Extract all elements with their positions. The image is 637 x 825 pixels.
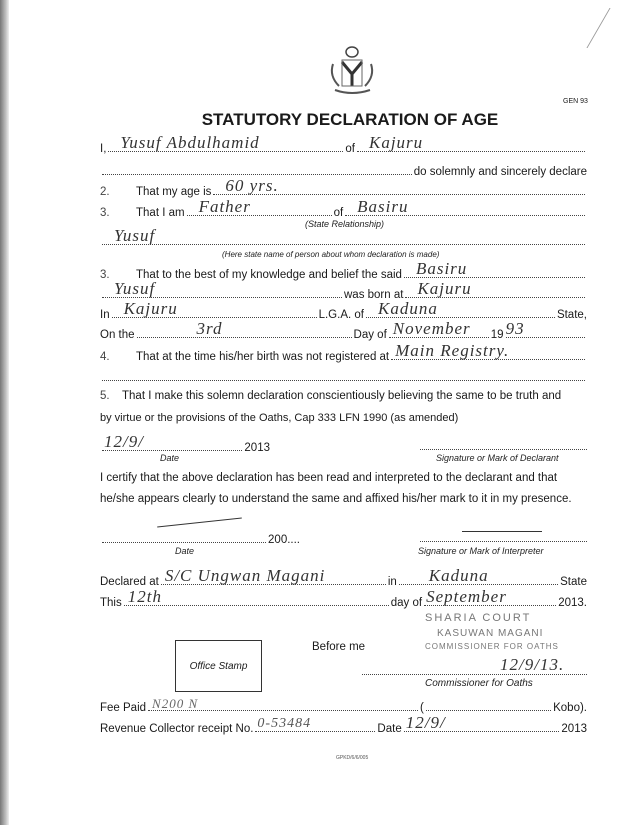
coat-of-arms-icon (325, 42, 380, 97)
commissioner-date: 12/9/13. (500, 655, 565, 674)
label: In (100, 309, 110, 321)
receipt-row (100, 713, 587, 735)
label: 200.... (268, 534, 300, 546)
label: was born at (344, 289, 404, 301)
interpreter-date-row (100, 530, 300, 546)
label: On the (100, 329, 135, 341)
receipt-date-field[interactable] (404, 713, 560, 732)
handwritten-value: N200 N (152, 696, 199, 711)
date-caption: Date (175, 546, 195, 556)
statement-text: he/she appears clearly to understand the same and affixed his/her mark to it in my presence. (100, 493, 572, 505)
person-caption: (Here state name of person about whom declaration is made) (222, 250, 440, 259)
birth-day-field[interactable] (137, 319, 352, 338)
label: of (333, 207, 344, 219)
declared-day-field[interactable] (124, 587, 389, 606)
handwritten-value: Basiru (357, 197, 409, 216)
scan-corner (586, 8, 637, 48)
declarant-date-field[interactable] (102, 432, 242, 451)
registry-field[interactable] (391, 341, 585, 360)
handwritten-value: 60 yrs. (225, 176, 279, 195)
birthplace-field[interactable] (405, 279, 585, 298)
birth-month-field[interactable] (389, 319, 489, 338)
handwritten-value: Kajuru (123, 299, 178, 318)
commissioner-caption: Commissioner for Oaths (425, 678, 533, 689)
label: Kobo). (553, 702, 587, 714)
label: That I am (136, 207, 185, 219)
declared-place-field[interactable] (161, 566, 386, 585)
handwritten-value: Yusuf (114, 279, 156, 298)
handwritten-value: Yusuf (114, 226, 156, 245)
blank-field[interactable] (102, 368, 585, 381)
court-stamp-text: COMMISSIONER FOR OATHS (425, 642, 559, 651)
handwritten-value: 12/9/ (405, 713, 446, 732)
handwritten-value: 3rd (196, 319, 223, 338)
handwritten-value: November (392, 319, 471, 338)
handwritten-value: Kajuru (368, 133, 424, 152)
interpreter-date-field[interactable] (102, 530, 266, 543)
declarant-place-field[interactable] (357, 133, 585, 152)
declared-month-field[interactable] (424, 587, 556, 606)
label: That my age is (136, 186, 212, 198)
this-day-row (100, 587, 587, 609)
before-me-label: Before me (312, 641, 366, 653)
declarant-name-row (100, 133, 587, 155)
oaths-row (100, 412, 587, 424)
declarant-date-row (100, 432, 270, 454)
label: Day of (353, 329, 387, 341)
office-stamp-label: Office Stamp (189, 660, 248, 672)
item-number: 5. (100, 390, 110, 402)
label: That to the best of my knowledge and belief the said (136, 269, 402, 281)
age-row (100, 176, 587, 198)
item-number: 2. (100, 186, 110, 198)
interpreter-signature-field[interactable] (420, 541, 587, 542)
label: day of (390, 597, 423, 609)
signature-caption: Signature or Mark of Interpreter (418, 546, 544, 556)
label: State, (556, 309, 587, 321)
certify-row (100, 472, 587, 484)
handwritten-value: Yusuf Abdulhamid (120, 133, 260, 152)
commissioner-signature-field[interactable] (362, 674, 587, 675)
label: 19 (490, 329, 504, 341)
handwritten-value: Main Registry. (395, 341, 510, 360)
handwritten-value: 93 (505, 319, 525, 338)
birth-year-field[interactable] (505, 319, 585, 338)
date-caption: Date (160, 453, 180, 463)
relationship-field[interactable] (187, 197, 332, 216)
solemn-row (100, 390, 587, 402)
label: ( (420, 702, 424, 714)
label: Fee Paid (100, 702, 147, 714)
footer-code: GPKD/6/6/005 (336, 755, 369, 761)
statement-text: by virtue or the provisions of the Oaths, Cap 333 LFN 1990 (as amended) (100, 412, 459, 424)
relationship-caption: (State Relationship) (305, 219, 385, 229)
statement-text: I certify that the above declaration has been read and interpreted to the declarant and that (100, 472, 558, 484)
label: of (345, 143, 355, 155)
lga-field[interactable] (112, 299, 317, 318)
person-field[interactable] (345, 197, 585, 216)
handwritten-value: Basiru (415, 259, 468, 278)
person-name-row (100, 226, 587, 245)
declared-state-field[interactable] (399, 566, 558, 585)
handwritten-value: Kaduna (428, 566, 489, 585)
label: Declared at (100, 576, 159, 588)
label: State (560, 576, 587, 588)
signature-caption: Signature or Mark of Declarant (436, 453, 559, 463)
court-stamp-text: SHARIA COURT (425, 612, 532, 624)
handwritten-value: Father (198, 197, 251, 216)
handwritten-value: 12th (127, 587, 162, 606)
declared-at-row (100, 566, 587, 588)
court-stamp-text: KASUWAN MAGANI (437, 628, 544, 639)
fee-field[interactable] (148, 698, 418, 711)
label: That at the time his/her birth was not registered at (136, 351, 390, 363)
knowledge-row (100, 259, 587, 281)
office-stamp-box (175, 640, 262, 692)
certify-row-2 (100, 493, 587, 505)
handwritten-value: Kaduna (377, 299, 438, 318)
label: 2013. (558, 597, 587, 609)
handwritten-value: 0-53484 (257, 716, 312, 731)
label: 2013 (244, 442, 270, 454)
item-number: 3. (100, 269, 110, 281)
label: Revenue Collector receipt No. (100, 723, 254, 735)
item-number: 4. (100, 351, 110, 363)
page-title: STATUTORY DECLARATION OF AGE (201, 110, 499, 129)
said-person-field[interactable] (404, 259, 585, 278)
statement-text: That I make this solemn declaration conscientiously believing the same to be truth and (122, 390, 562, 402)
form-code: GEN 93 (563, 98, 588, 105)
blank-row (100, 368, 587, 381)
person-name-field[interactable] (102, 226, 585, 245)
fee-row (100, 698, 587, 714)
handwritten-value: September (426, 587, 507, 606)
said-person-cont-field[interactable] (102, 279, 342, 298)
handwritten-value: S/C Ungwan Magani (164, 566, 326, 585)
age-field[interactable] (213, 176, 585, 195)
declare-row (100, 162, 587, 178)
label: Date (377, 723, 402, 735)
kobo-field[interactable] (426, 698, 551, 711)
strike-line (462, 531, 542, 532)
declarant-name-field[interactable] (108, 133, 343, 152)
receipt-number-field[interactable] (255, 716, 375, 732)
label: I, (100, 143, 107, 155)
state-field[interactable] (366, 299, 555, 318)
handwritten-value: Kajuru (417, 279, 472, 298)
birth-date-row (100, 319, 587, 341)
label: do solemnly and sincerely declare (413, 166, 587, 178)
strike-line (157, 518, 242, 528)
label: in (387, 576, 397, 588)
label: L.G.A. of (318, 309, 364, 321)
handwritten-value: 12/9/ (104, 432, 144, 451)
declarant-signature-field[interactable] (420, 449, 587, 450)
label: This (100, 597, 122, 609)
address-field[interactable] (102, 162, 412, 175)
item-number: 3. (100, 207, 110, 219)
relationship-row (100, 197, 587, 219)
registration-row (100, 341, 587, 363)
label: 2013 (561, 723, 587, 735)
